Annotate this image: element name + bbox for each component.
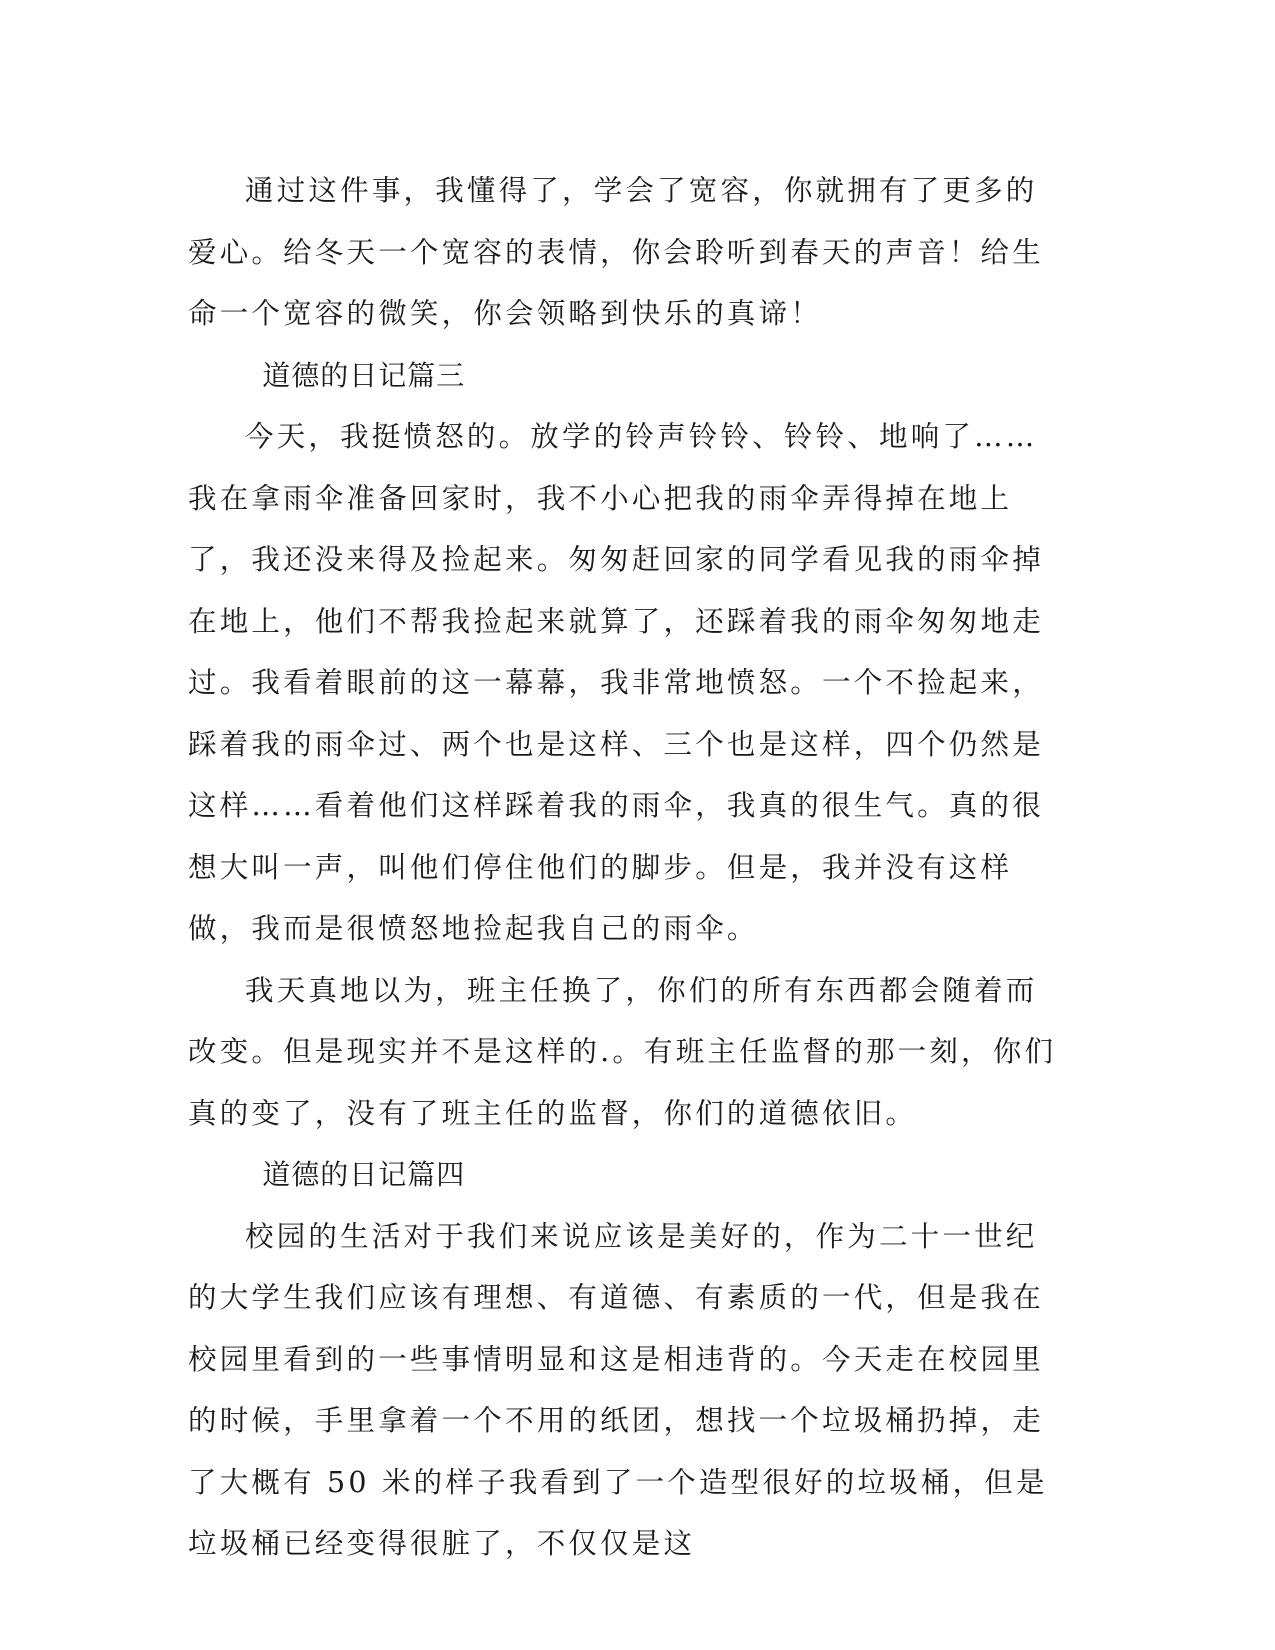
paragraph-campus-life: 校园的生活对于我们来说应该是美好的，作为二十一世纪的大学生我们应该有理想、有道德、有素质的一代，但是我在校园里看到的一些事情明显和这是相违背的。今天走在校园里的时候，手里拿着一个不用的纸团，想找一个垃圾桶扔掉，走了大概有 50 米的样子我看到了一个造型很好的垃圾桶，但是垃圾桶已经变得很脏了，不仅仅是这 (188, 1219, 1048, 1560)
section-heading-part-three: 道德的日记篇三 (262, 358, 466, 392)
section-heading-part-four: 道德的日记篇四 (262, 1158, 466, 1191)
document-body (188, 160, 1068, 1575)
paragraph-umbrella-story: 今天，我挺愤怒的。放学的铃声铃铃、铃铃、地响了……我在拿雨伞准备回家时，我不小心把我的雨伞弄得掉在地上了，我还没来得及捡起来。匆匆赶回家的同学看见我的雨伞掉在地上，他们不帮我捡起来就算了，还踩着我的雨伞匆匆地走过。我看着眼前的这一幕幕，我非常地愤怒。一个不捡起来，踩着我的雨伞过、两个也是这样、三个也是这样，四个仍然是这样……看着他们这样踩着我的雨伞，我真的很生气。真的很想大叫一声，叫他们停住他们的脚步。但是，我并没有这样做，我而是很愤怒地捡起我自己的雨伞。 (188, 420, 1044, 945)
paragraph-tolerance-conclusion: 通过这件事，我懂得了，学会了宽容，你就拥有了更多的爱心。给冬天一个宽容的表情，你会聆听到春天的声音！给生命一个宽容的微笑，你会领略到快乐的真谛！ (188, 174, 1044, 330)
paragraph-class-teacher: 我天真地以为，班主任换了，你们的所有东西都会随着而改变。但是现实并不是这样的.。有班主任监督的那一刻，你们真的变了，没有了班主任的监督，你们的道德依旧。 (188, 973, 1057, 1130)
